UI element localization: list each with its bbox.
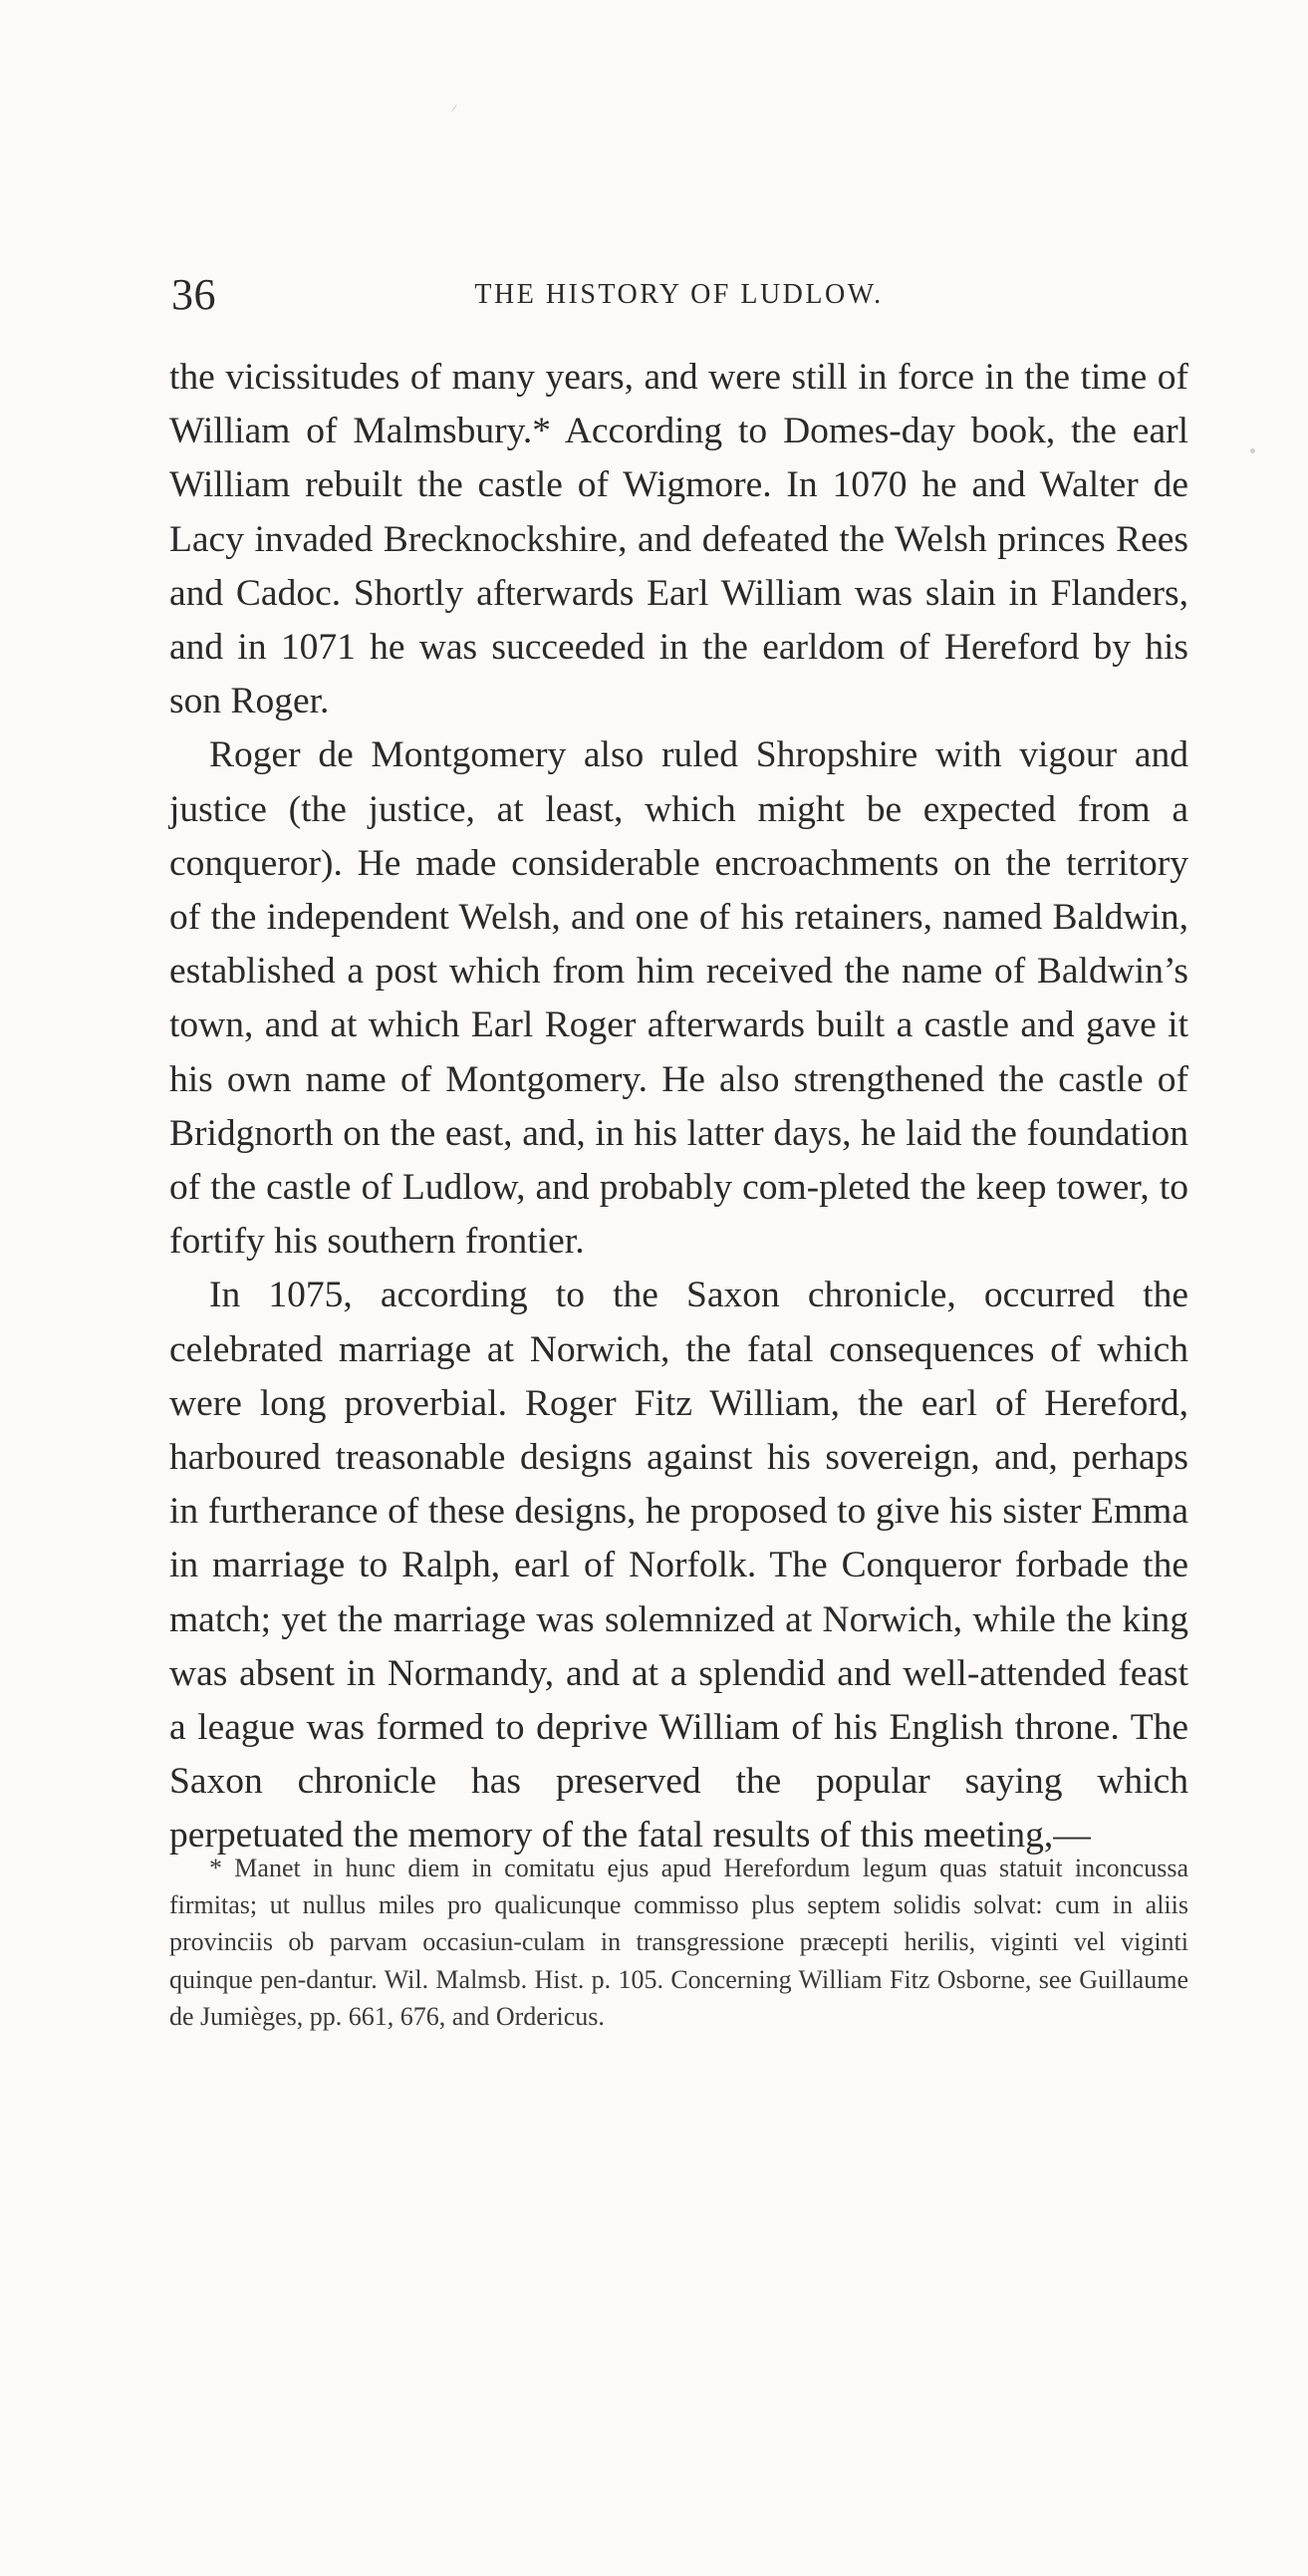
paragraph-norwich-marriage: In 1075, according to the Saxon chronicle, occurred the celebrated marriage at Norwich, the fatal consequences of which were long proverbial. Roger Fitz William, the earl of Hereford, harboured treasonable designs against his sovereign, and, perhaps in furtherance of these designs, he proposed to give his sister Emma in marriage to Ralph, earl of Norfolk. The Conqueror forbade the match; yet the marriage was solemnized at Norwich, while the king was absent in Normandy, and at a splendid and well-attended feast a league was formed to deprive William of his English throne. The Saxon chronicle has preserved the popular saying which perpetuated the memory of the fatal results of this meeting,— [169, 1275, 1188, 1857]
paragraph-montgomery: Roger de Montgomery also ruled Shropshire with vigour and justice (the justice, at least, which might be expected from a conqueror). He made considerable encroachments on the territory of the independent Welsh, and one of his retainers, named Baldwin, established a post which from him received the name of Baldwin’s town, and at which Earl Roger afterwards built a castle and gave it his own name of Montgomery. He also strengthened the castle of Bridgnorth on the east, and, in his latter days, he laid the foundation of the castle of Ludlow, and probably com-pleted the keep tower, to fortify his southern frontier. [169, 734, 1188, 1263]
paper-speck [1250, 448, 1255, 453]
body-text [169, 351, 1188, 1863]
paragraph-continuation: the vicissitudes of many years, and were still in force in the time of William of Malmsbury.* According to Domes-day book, the earl William rebuilt the castle of Wigmore. In 1070 he and Walter de Lacy invaded Brecknockshire, and defeated the Welsh princes Rees and Cadoc. Shortly afterwards Earl William was slain in Flanders, and in 1071 he was succeeded in the earldom of Hereford by his son Roger. [169, 357, 1188, 722]
running-title: THE HISTORY OF LUDLOW. [474, 279, 884, 310]
page-header [169, 267, 1188, 323]
page-number: 36 [171, 270, 216, 319]
footnote: * Manet in hunc diem in comitatu ejus apud Herefordum legum quas statuit inconcussa firmitas; ut nullus miles pro qualicunque commisso plus septem solidis solvat: cum in aliis provinciis ob parvam occasiun-culam in transgressione præcepti herilis, viginti vel viginti quinque pen-dantur. Wil. Malmsb. Hist. p. 105. Concerning William Fitz Osborne, see Guillaume de Jumièges, pp. 661, 676, and Ordericus. [169, 1854, 1188, 2031]
paper-mark [451, 105, 456, 112]
